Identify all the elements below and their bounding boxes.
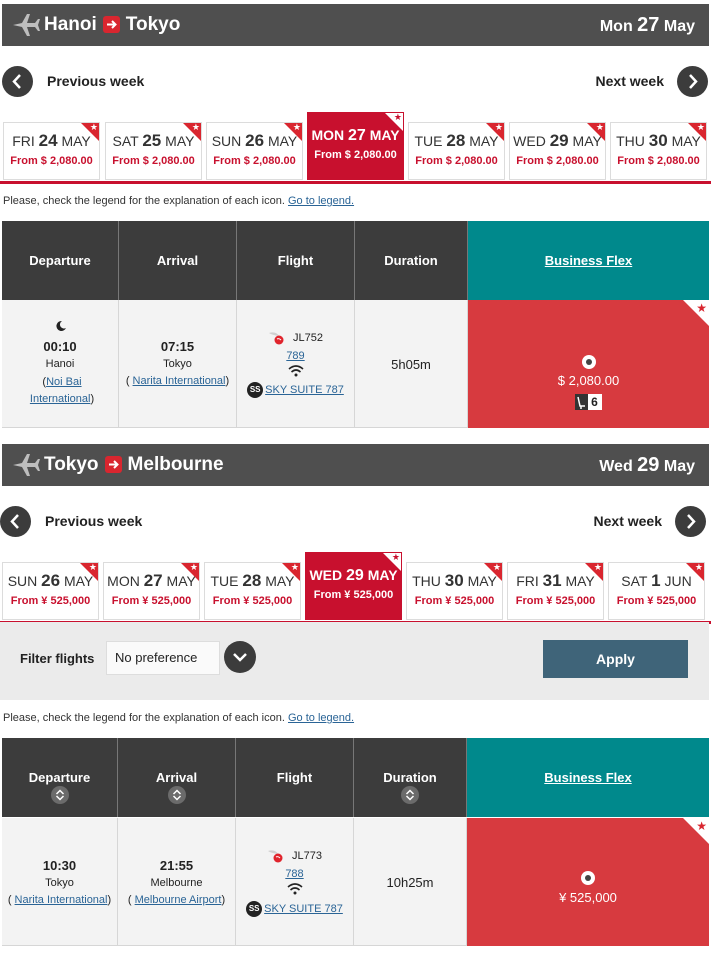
next-week-button[interactable]: [677, 66, 708, 97]
star-icon: ★: [585, 563, 603, 581]
cabin-row: [237, 382, 354, 398]
previous-week-button[interactable]: [0, 506, 31, 537]
arrival-airport: ( Narita International): [125, 375, 230, 387]
arrival-cell: [118, 818, 236, 946]
flight-number-row: [236, 849, 353, 863]
plane-icon: [12, 453, 40, 477]
route-title: [44, 454, 224, 476]
arrival-city: Tokyo: [163, 358, 192, 370]
legend-text: Please, check the legend for the explanation of each icon.: [3, 195, 285, 207]
date-tab-price: From $ 2,080.00: [415, 155, 498, 167]
star-icon: ★: [282, 563, 300, 581]
date-tab[interactable]: FRI 31 MAY From ¥ 525,000 ★: [507, 562, 604, 620]
arrival-cell: [119, 300, 237, 428]
date-tab-price: From $ 2,080.00: [112, 155, 195, 167]
date-day: Wed: [599, 458, 633, 475]
date-month: May: [663, 18, 695, 35]
date-tab-price: From $ 2,080.00: [516, 155, 599, 167]
flight-number: JL773: [292, 849, 323, 862]
next-week-button[interactable]: [675, 506, 706, 537]
arrival-header[interactable]: Arrival: [119, 221, 237, 300]
date-tab[interactable]: TUE 28 MAY From $ 2,080.00 ★: [408, 122, 505, 180]
date-tab-price: From $ 2,080.00: [213, 155, 296, 167]
duration-value: 10h25m: [386, 875, 434, 890]
star-icon: ★: [587, 123, 605, 141]
previous-week-button[interactable]: [2, 66, 33, 97]
star-icon: ★: [686, 563, 704, 581]
aircraft-link[interactable]: 789: [286, 350, 305, 362]
star-icon: ★: [81, 123, 99, 141]
flight-number: JL752: [293, 331, 324, 344]
date-tab-price: From ¥ 525,000: [313, 589, 394, 601]
date-tab-price: From $ 2,080.00: [617, 155, 700, 167]
date-tab-price: From ¥ 525,000: [212, 595, 293, 607]
flight-number-row: [237, 331, 354, 345]
week-navigation: [0, 506, 717, 546]
arrival-airport: ( Melbourne Airport): [127, 894, 226, 906]
week-navigation: [0, 66, 717, 106]
star-icon: ★: [80, 563, 98, 581]
next-week-label[interactable]: Next week: [593, 513, 662, 529]
segment-date: [599, 454, 695, 477]
departure-cell: [2, 818, 118, 946]
date-tab-price: From ¥ 525,000: [414, 595, 495, 607]
chevron-down-icon: [224, 641, 256, 673]
apply-button[interactable]: Apply: [543, 640, 688, 678]
next-week-label[interactable]: Next week: [595, 73, 664, 89]
filter-flights-label: Filter flights: [20, 651, 95, 666]
flight-table: [2, 221, 709, 429]
destination-city: Tokyo: [125, 14, 181, 35]
arrival-time: 21:55: [159, 858, 194, 873]
date-tab-selected[interactable]: WED 29 MAY From ¥ 525,000 ★: [305, 552, 402, 620]
origin-city: Tokyo: [44, 454, 99, 475]
cabin-link[interactable]: SKY SUITE 787: [265, 383, 344, 396]
date-tab[interactable]: THU 30 MAY From $ 2,080.00 ★: [610, 122, 707, 180]
duration-cell: [354, 818, 467, 946]
date-tab-price: From ¥ 525,000: [10, 595, 91, 607]
date-tab-price: From ¥ 525,000: [616, 595, 697, 607]
departure-time: 00:10: [43, 339, 77, 354]
date-tab-price: From $ 2,080.00: [314, 149, 397, 161]
seats-left-badge: [575, 394, 602, 410]
departure-airport-link[interactable]: Noi Bai International: [29, 376, 91, 405]
date-tab[interactable]: THU 30 MAY From ¥ 525,000 ★: [406, 562, 503, 620]
star-icon: ★: [683, 818, 709, 844]
filter-dropdown-button[interactable]: [224, 641, 256, 673]
previous-week-label[interactable]: Previous week: [45, 513, 143, 529]
chevron-left-icon: [2, 66, 33, 97]
duration-cell: [355, 300, 468, 428]
date-tab[interactable]: TUE 28 MAY From ¥ 525,000 ★: [204, 562, 301, 620]
star-icon: ★: [484, 563, 502, 581]
departure-header[interactable]: Departure: [2, 738, 118, 817]
arrow-right-icon: [103, 16, 120, 33]
date-num: 29: [637, 454, 660, 476]
arrow-right-icon: [105, 456, 122, 473]
seat-icon: [575, 394, 588, 410]
fare-radio[interactable]: [581, 871, 595, 885]
cabin-link[interactable]: SKY SUITE 787: [264, 902, 343, 915]
date-tab[interactable]: WED 29 MAY From $ 2,080.00 ★: [509, 122, 606, 180]
departure-cell: [2, 300, 119, 428]
seats-left-count: 6: [588, 394, 602, 410]
legend-note: [3, 712, 354, 724]
arrival-city: Melbourne: [150, 877, 203, 889]
arrival-time: 07:15: [160, 339, 195, 354]
departure-city: Hanoi: [45, 358, 75, 370]
departure-airport-link[interactable]: Narita International: [14, 894, 108, 906]
business-flex-header[interactable]: Business Flex: [468, 221, 709, 300]
filter-bar: [0, 622, 709, 700]
date-tab[interactable]: SAT 25 MAY From $ 2,080.00 ★: [105, 122, 202, 180]
date-tab[interactable]: SAT 1 JUN From ¥ 525,000 ★: [608, 562, 705, 620]
fare-radio[interactable]: [582, 355, 596, 369]
duration-header[interactable]: Duration: [355, 221, 468, 300]
departure-city: Tokyo: [45, 877, 74, 889]
chevron-right-icon: [677, 66, 708, 97]
date-tab[interactable]: MON 27 MAY From ¥ 525,000 ★: [103, 562, 200, 620]
route-title: [44, 14, 180, 36]
star-icon: ★: [183, 123, 201, 141]
departure-airport: (Noi Bai International): [29, 376, 95, 405]
arrival-airport-link[interactable]: Melbourne Airport: [134, 894, 222, 906]
sort-icon[interactable]: [51, 786, 69, 804]
jal-logo-icon: [268, 331, 290, 345]
flight-cell: [236, 818, 354, 946]
departure-airport: ( Narita International): [7, 894, 112, 906]
flight-header: Flight: [236, 738, 354, 817]
sort-icon[interactable]: [168, 786, 186, 804]
moon-icon: [55, 320, 67, 332]
aircraft-link[interactable]: 788: [285, 868, 304, 880]
go-to-legend-link[interactable]: Go to legend.: [287, 712, 355, 724]
date-tab-selected[interactable]: MON 27 MAY From $ 2,080.00 ★: [307, 112, 404, 180]
star-icon: ★: [284, 123, 302, 141]
previous-week-label[interactable]: Previous week: [47, 73, 145, 89]
star-icon: ★: [486, 123, 504, 141]
date-num: 27: [637, 14, 660, 36]
fare-price: $ 2,080.00: [557, 373, 620, 388]
chevron-right-icon: [675, 506, 706, 537]
star-icon: ★: [383, 553, 401, 571]
departure-time: 10:30: [42, 858, 77, 873]
cabin-row: [236, 901, 353, 917]
flight-table: [2, 738, 709, 948]
arrival-airport-link[interactable]: Narita International: [132, 375, 226, 387]
star-icon: ★: [385, 113, 403, 131]
date-tab-price: From $ 2,080.00: [10, 155, 93, 167]
star-icon: ★: [683, 300, 709, 326]
business-flex-header[interactable]: Business Flex: [467, 738, 709, 817]
sky-suite-badge: SS: [247, 382, 263, 398]
go-to-legend-link[interactable]: Go to legend.: [287, 195, 355, 207]
sky-suite-badge: SS: [246, 901, 262, 917]
origin-city: Hanoi: [44, 14, 97, 35]
legend-note: [3, 195, 354, 207]
date-selector: [0, 112, 711, 184]
jal-logo-icon: [267, 849, 289, 863]
filter-select[interactable]: No preference: [106, 641, 220, 675]
date-selector-underline: [0, 181, 711, 184]
destination-city: Melbourne: [127, 454, 224, 475]
star-icon: ★: [688, 123, 706, 141]
date-tab[interactable]: FRI 24 MAY From $ 2,080.00 ★: [3, 122, 100, 180]
segment-1-title-bar: [2, 4, 709, 46]
date-tab-price: From ¥ 525,000: [515, 595, 596, 607]
segment-date: [600, 14, 695, 37]
date-day: Mon: [599, 18, 633, 35]
segment-2-title-bar: [2, 444, 709, 486]
fare-price: ¥ 525,000: [559, 890, 617, 905]
arrival-header[interactable]: Arrival: [118, 738, 236, 817]
date-tab[interactable]: SUN 26 MAY From $ 2,080.00 ★: [206, 122, 303, 180]
date-month: May: [663, 458, 695, 475]
date-selector: [0, 552, 711, 624]
flight-cell: [237, 300, 355, 428]
duration-value: 5h05m: [391, 357, 431, 372]
sort-icon[interactable]: [401, 786, 419, 804]
plane-icon: [12, 13, 40, 37]
fare-cell[interactable]: [468, 300, 709, 428]
date-tab-price: From ¥ 525,000: [111, 595, 192, 607]
chevron-left-icon: [0, 506, 31, 537]
date-tab[interactable]: SUN 26 MAY From ¥ 525,000 ★: [2, 562, 99, 620]
star-icon: ★: [181, 563, 199, 581]
wifi-icon: [288, 365, 304, 377]
duration-header[interactable]: Duration: [354, 738, 467, 817]
departure-header[interactable]: Departure: [2, 221, 119, 300]
fare-cell[interactable]: [467, 818, 709, 946]
legend-text: Please, check the legend for the explanation of each icon.: [3, 712, 285, 724]
flight-header: Flight: [237, 221, 355, 300]
wifi-icon: [287, 883, 303, 895]
